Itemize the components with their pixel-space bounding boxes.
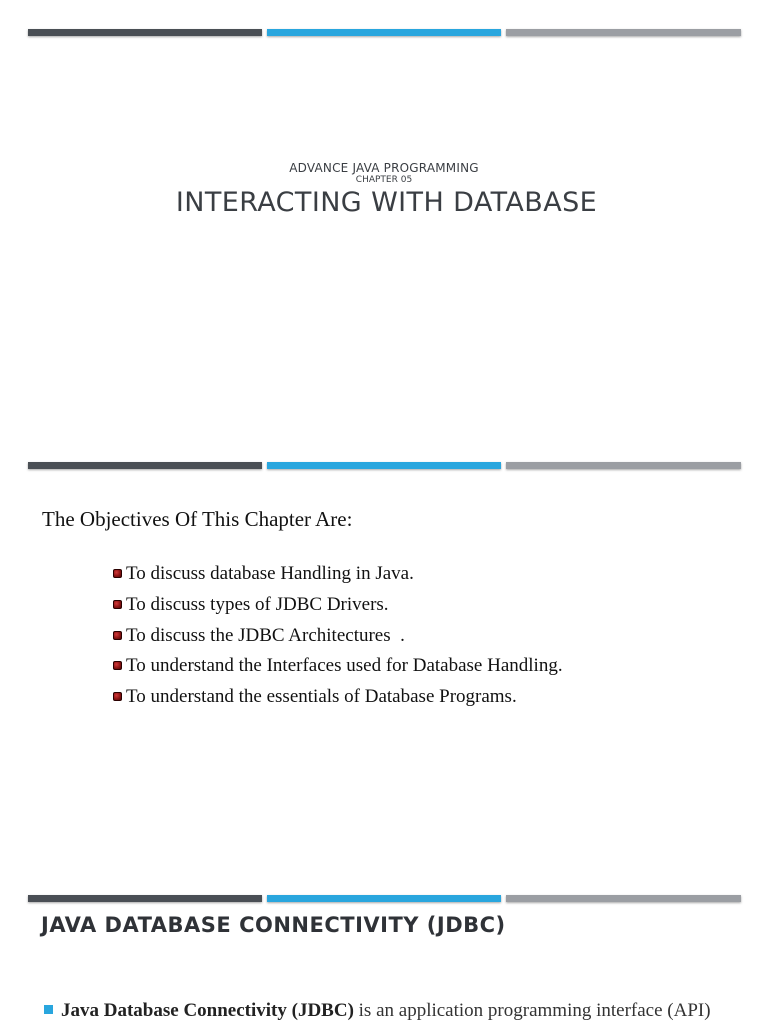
bar-dark xyxy=(28,462,262,469)
course-title: ADVANCE JAVA PROGRAMMING xyxy=(289,161,479,175)
chapter-label: CHAPTER 05 xyxy=(355,175,413,185)
list-item xyxy=(113,563,563,594)
objectives-list xyxy=(113,563,563,717)
slide-title: INTERACTING WITH DATABASE xyxy=(175,187,598,218)
jdbc-term: Java Database Connectivity (JDBC) xyxy=(61,1000,354,1021)
bar-gray xyxy=(506,895,741,902)
objective-text: To discuss the JDBC Architectures . xyxy=(126,624,405,646)
bullet-icon xyxy=(113,569,122,578)
section-title: JAVA DATABASE CONNECTIVITY (JDBC) xyxy=(41,913,506,937)
square-bullet-icon xyxy=(44,1005,53,1014)
bar-dark xyxy=(28,29,262,36)
bar-dark xyxy=(28,895,262,902)
bar-gray xyxy=(506,29,741,36)
list-item xyxy=(113,655,563,686)
jdbc-description: is an application programming interface (API) xyxy=(353,1000,711,1021)
objectives-heading: The Objectives Of This Chapter Are: xyxy=(42,507,353,531)
list-item xyxy=(113,594,563,625)
jdbc-paragraph xyxy=(44,1000,744,1022)
bar-blue xyxy=(267,29,501,36)
objective-text: To understand the Interfaces used for Database Handling. xyxy=(126,655,563,677)
bar-blue xyxy=(267,895,501,902)
slide1-top-bars xyxy=(28,29,741,36)
list-item xyxy=(113,625,563,656)
objective-text: To discuss database Handling in Java. xyxy=(126,563,414,584)
bullet-icon xyxy=(113,692,122,701)
objective-text: To discuss types of JDBC Drivers. xyxy=(126,593,389,615)
slide3-top-bars xyxy=(28,895,741,902)
list-item xyxy=(113,686,563,717)
objective-text: To understand the essentials of Database Programs. xyxy=(126,686,517,708)
bullet-icon xyxy=(113,600,122,609)
bullet-icon xyxy=(113,631,122,640)
bar-blue xyxy=(267,462,501,469)
slide2-top-bars xyxy=(28,462,741,469)
bullet-icon xyxy=(113,661,122,670)
bar-gray xyxy=(506,462,741,469)
